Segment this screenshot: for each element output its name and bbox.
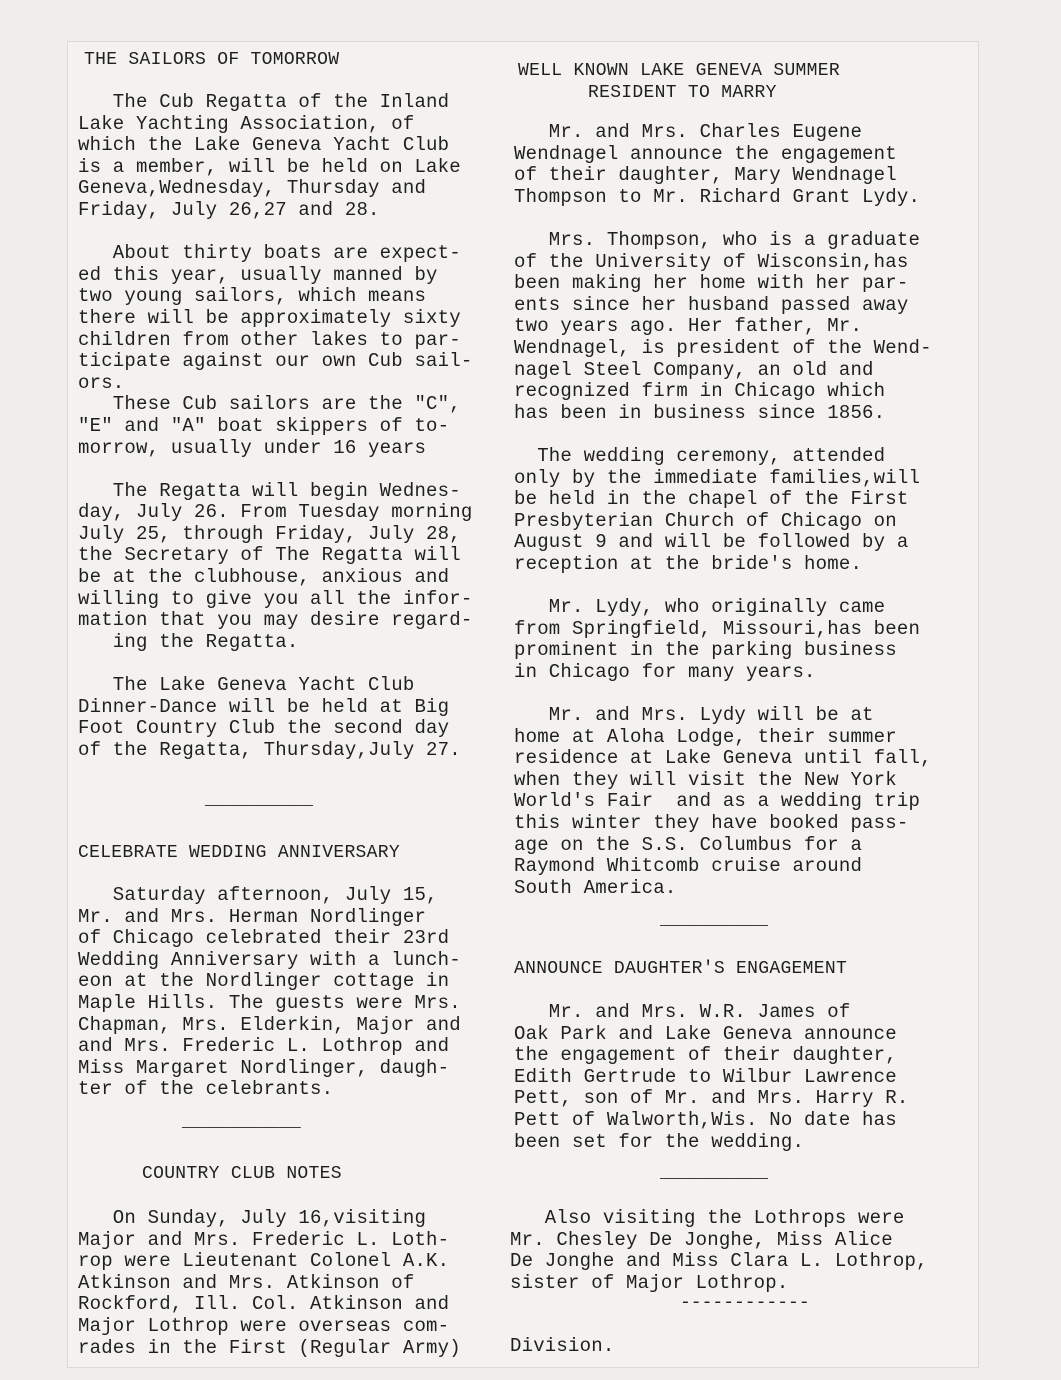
sailors-paragraph-1 bbox=[78, 92, 518, 222]
text-line: of the University of Wisconsin,has bbox=[514, 250, 909, 273]
text-line: Wedding Anniversary with a lunch- bbox=[78, 948, 461, 971]
separator-3: __________ bbox=[660, 910, 769, 930]
text-line: Miss Margaret Nordlinger, daugh- bbox=[78, 1056, 450, 1079]
text-line: there will be approximately sixty bbox=[78, 306, 461, 329]
text-line: ed this year, usually manned by bbox=[78, 263, 438, 286]
text-line: About thirty boats are expect- bbox=[78, 242, 461, 265]
text-line: South America. bbox=[514, 876, 677, 899]
text-line: Lake Yachting Association, of bbox=[78, 112, 415, 135]
text-line: ents since her husband passed away bbox=[514, 293, 909, 316]
marry-paragraph-3 bbox=[514, 446, 954, 576]
text-line: prominent in the parking business bbox=[514, 639, 897, 662]
text-line: On Sunday, July 16,visiting bbox=[78, 1207, 427, 1229]
separator-1: __________ bbox=[205, 790, 314, 810]
text-line: ing the Regatta. bbox=[78, 630, 299, 653]
text-line: Pett of Walworth,Wis. No date has bbox=[514, 1108, 897, 1131]
text-line: Mr. Chesley De Jonghe, Miss Alice bbox=[510, 1228, 893, 1251]
sailors-paragraph-2 bbox=[78, 243, 518, 394]
text-line: nagel Steel Company, an old and bbox=[514, 358, 874, 381]
engagement-paragraph bbox=[514, 1002, 954, 1153]
text-line: of the Regatta, Thursday,July 27. bbox=[78, 738, 461, 761]
marry-paragraph-2 bbox=[514, 230, 954, 424]
text-line: Edith Gertrude to Wilbur Lawrence bbox=[514, 1065, 897, 1088]
text-line: Dinner-Dance will be held at Big bbox=[78, 695, 450, 718]
text-line: two young sailors, which means bbox=[78, 285, 427, 308]
sailors-paragraph-3 bbox=[78, 394, 518, 459]
country-column bbox=[78, 1208, 518, 1359]
text-line: Geneva,Wednesday, Thursday and bbox=[78, 177, 427, 200]
text-line: Oak Park and Lake Geneva announce bbox=[514, 1022, 897, 1045]
separator-4: __________ bbox=[660, 1163, 769, 1183]
text-line: day, July 26. From Tuesday morning bbox=[78, 501, 473, 524]
text-line: age on the S.S. Columbus for a bbox=[514, 833, 863, 856]
headline-engagement: ANNOUNCE DAUGHTER'S ENGAGEMENT bbox=[514, 959, 848, 979]
text-line: The Lake Geneva Yacht Club bbox=[78, 674, 415, 697]
text-line: when they will visit the New York bbox=[514, 768, 897, 791]
text-line: the Secretary of The Regatta will bbox=[78, 544, 461, 567]
text-line: Mr. and Mrs. W.R. James of bbox=[514, 1001, 851, 1023]
text-line: Mr. and Mrs. Lydy will be at bbox=[514, 704, 874, 727]
text-line: Chapman, Mrs. Elderkin, Major and bbox=[78, 1013, 461, 1036]
text-line: mation that you may desire regard- bbox=[78, 609, 473, 632]
text-line: De Jonghe and Miss Clara L. Lothrop, bbox=[510, 1250, 928, 1273]
text-line: Pett, son of Mr. and Mrs. Harry R. bbox=[514, 1087, 909, 1110]
text-line: which the Lake Geneva Yacht Club bbox=[78, 134, 450, 157]
headline-marry-line1: WELL KNOWN LAKE GENEVA SUMMER bbox=[518, 61, 840, 81]
text-line: Raymond Whitcomb cruise around bbox=[514, 855, 863, 878]
visiting-paragraph bbox=[510, 1208, 950, 1294]
sailors-paragraph-4 bbox=[78, 481, 518, 654]
text-line: be at the clubhouse, anxious and bbox=[78, 566, 450, 589]
text-line: this winter they have booked pass- bbox=[514, 812, 909, 834]
text-line: Thompson to Mr. Richard Grant Lydy. bbox=[514, 185, 921, 208]
marry-paragraph-5 bbox=[514, 705, 954, 899]
headline-country-club: COUNTRY CLUB NOTES bbox=[142, 1164, 342, 1184]
text-line: sister of Major Lothrop. bbox=[510, 1271, 789, 1294]
text-line: Wendnagel announce the engagement bbox=[514, 142, 897, 165]
text-line: children from other lakes to par- bbox=[78, 328, 461, 351]
left-column bbox=[78, 92, 518, 761]
text-line: Mr. Lydy, who originally came bbox=[514, 596, 886, 619]
text-line: Also visiting the Lothrops were bbox=[510, 1207, 905, 1229]
text-line: Rockford, Ill. Col. Atkinson and bbox=[78, 1293, 450, 1316]
right-column bbox=[514, 122, 954, 899]
text-line: of Chicago celebrated their 23rd bbox=[78, 927, 450, 950]
engagement-column bbox=[514, 1002, 954, 1153]
headline-sailors: THE SAILORS OF TOMORROW bbox=[84, 50, 340, 70]
separator-5: ------------ bbox=[680, 1293, 810, 1313]
text-line: only by the immediate families,will bbox=[514, 466, 921, 489]
text-line: willing to give you all the infor- bbox=[78, 587, 473, 610]
text-line: Foot Country Club the second day bbox=[78, 717, 450, 740]
text-line: World's Fair and as a wedding trip bbox=[514, 790, 921, 813]
text-line: July 25, through Friday, July 28, bbox=[78, 522, 461, 545]
text-line: rop were Lieutenant Colonel A.K. bbox=[78, 1250, 450, 1273]
text-line: Wendnagel, is president of the Wend- bbox=[514, 336, 932, 359]
text-line: reception at the bride's home. bbox=[514, 552, 863, 575]
marry-paragraph-4 bbox=[514, 597, 954, 683]
text-line: Major and Mrs. Frederic L. Loth- bbox=[78, 1228, 450, 1251]
text-line: residence at Lake Geneva until fall, bbox=[514, 747, 932, 770]
marry-paragraph-1 bbox=[514, 122, 954, 208]
text-line: Presbyterian Church of Chicago on bbox=[514, 509, 897, 532]
division-text: Division. bbox=[510, 1335, 615, 1357]
text-line: has been in business since 1856. bbox=[514, 401, 886, 424]
separator-2: ___________ bbox=[182, 1112, 301, 1132]
text-line: Saturday afternoon, July 15, bbox=[78, 884, 438, 906]
text-line: ors. bbox=[78, 371, 125, 394]
text-line: two years ago. Her father, Mr. bbox=[514, 315, 863, 338]
text-line: ter of the celebrants. bbox=[78, 1078, 334, 1101]
text-line: The wedding ceremony, attended bbox=[514, 444, 886, 467]
text-line: Mr. and Mrs. Herman Nordlinger bbox=[78, 905, 427, 928]
text-line: The Regatta will begin Wednes- bbox=[78, 479, 461, 502]
sailors-paragraph-5 bbox=[78, 675, 518, 761]
visiting-column bbox=[510, 1208, 950, 1294]
text-line: from Springfield, Missouri,has been bbox=[514, 617, 921, 640]
text-line: of their daughter, Mary Wendnagel bbox=[514, 164, 897, 187]
text-line: August 9 and will be followed by a bbox=[514, 531, 909, 554]
headline-marry-line2: RESIDENT TO MARRY bbox=[588, 83, 777, 103]
text-line: is a member, will be held on Lake bbox=[78, 155, 461, 178]
text-line: ticipate against our own Cub sail- bbox=[78, 350, 473, 373]
text-line: Mr. and Mrs. Charles Eugene bbox=[514, 121, 863, 143]
text-line: been making her home with her par- bbox=[514, 272, 909, 295]
text-line: The Cub Regatta of the Inland bbox=[78, 91, 450, 113]
text-line: rades in the First (Regular Army) bbox=[78, 1336, 461, 1359]
text-line: recognized firm in Chicago which bbox=[514, 380, 886, 403]
headline-anniversary: CELEBRATE WEDDING ANNIVERSARY bbox=[78, 843, 400, 863]
text-line: and Mrs. Frederic L. Lothrop and bbox=[78, 1035, 450, 1058]
text-line: eon at the Nordlinger cottage in bbox=[78, 970, 450, 993]
text-line: the engagement of their daughter, bbox=[514, 1044, 897, 1067]
text-line: "E" and "A" boat skippers of to- bbox=[78, 414, 450, 437]
text-line: Major Lothrop were overseas com- bbox=[78, 1314, 450, 1337]
text-line: been set for the wedding. bbox=[514, 1130, 805, 1153]
text-line: These Cub sailors are the "C", bbox=[78, 393, 461, 416]
division-line bbox=[510, 1336, 950, 1358]
anniversary-paragraph bbox=[78, 885, 518, 1101]
anniversary-column bbox=[78, 885, 518, 1101]
text-line: be held in the chapel of the First bbox=[514, 488, 909, 511]
text-line: home at Aloha Lodge, their summer bbox=[514, 725, 897, 748]
text-line: Maple Hills. The guests were Mrs. bbox=[78, 991, 461, 1014]
text-line: Atkinson and Mrs. Atkinson of bbox=[78, 1271, 415, 1294]
text-line: Friday, July 26,27 and 28. bbox=[78, 198, 380, 221]
country-paragraph bbox=[78, 1208, 518, 1359]
text-line: in Chicago for many years. bbox=[514, 660, 816, 683]
text-line: Mrs. Thompson, who is a graduate bbox=[514, 228, 921, 251]
text-line: morrow, usually under 16 years bbox=[78, 436, 427, 459]
